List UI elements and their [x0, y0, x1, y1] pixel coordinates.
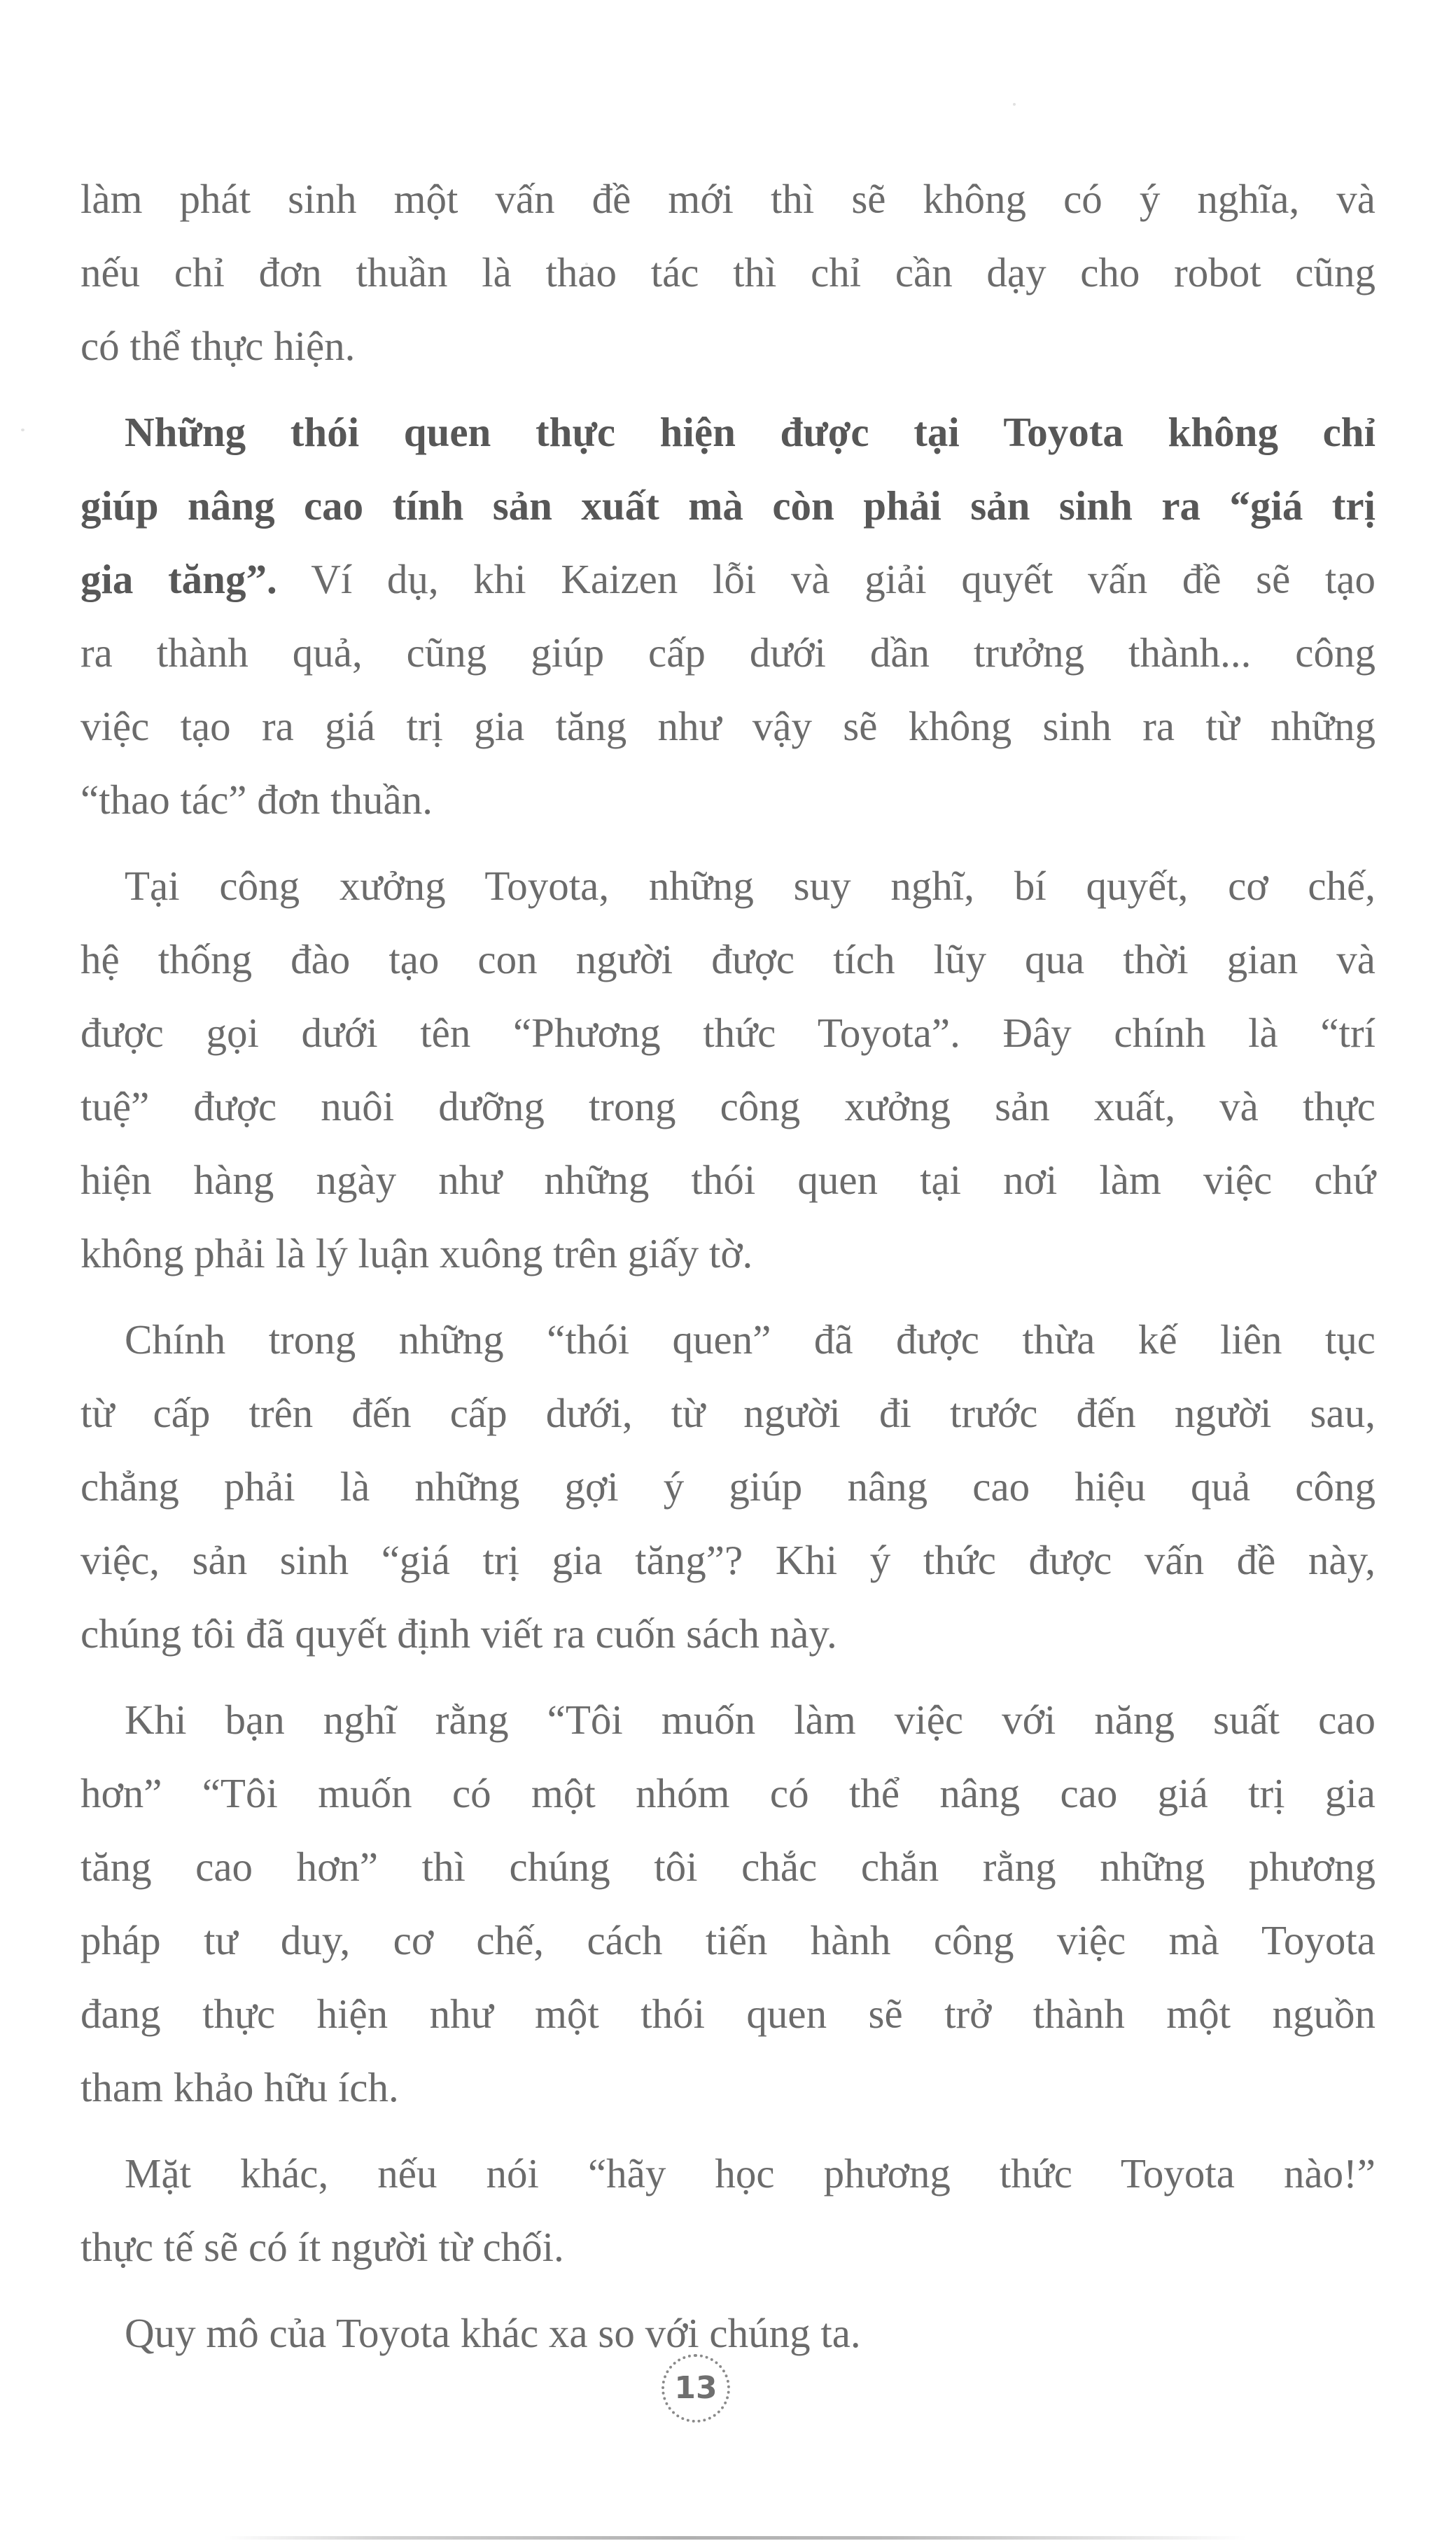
text-line [80, 396, 1376, 469]
page-number-badge [662, 2354, 730, 2423]
text-line [80, 469, 1376, 543]
text-segment: ra thành quả, cũng giúp cấp dưới dần trưởng thành... công [80, 629, 1376, 676]
text-segment: Ví dụ, khi Kaizen lỗi và giải quyết vấn đề sẽ tạo [276, 556, 1376, 602]
paragraph [80, 396, 1376, 837]
text-segment: Tại công xưởng Toyota, những suy nghĩ, bí quyết, cơ chế, [125, 863, 1376, 909]
text-segment: từ cấp trên đến cấp dưới, từ người đi trước đến người sau, [80, 1390, 1376, 1436]
text-segment: hiện hàng ngày như những thói quen tại nơi làm việc chứ [80, 1157, 1376, 1203]
text-segment: việc, sản sinh “giá trị gia tăng”? Khi ý thức được vấn đề này, [80, 1537, 1376, 1583]
text-segment: việc tạo ra giá trị gia tăng như vậy sẽ không sinh ra từ những [80, 703, 1376, 749]
paragraph [80, 2297, 1376, 2370]
paragraph [80, 162, 1376, 383]
text-line [80, 996, 1376, 1070]
text-line [80, 1977, 1376, 2051]
text-line [80, 923, 1376, 996]
text-segment: hệ thống đào tạo con người được tích lũy qua thời gian và [80, 936, 1376, 982]
text-line [80, 543, 1376, 616]
text-line [80, 849, 1376, 923]
text-line [80, 1524, 1376, 1597]
text-line [80, 1303, 1376, 1377]
text-line [80, 1070, 1376, 1143]
text-segment: gia tăng”. [80, 556, 277, 602]
text-line [80, 236, 1376, 309]
paragraph [80, 849, 1376, 1290]
scan-speck [1013, 103, 1016, 106]
text-line [80, 690, 1376, 763]
page-text [80, 162, 1376, 2383]
text-segment: không phải là lý luận xuông trên giấy tờ. [80, 1230, 753, 1276]
text-segment: tham khảo hữu ích. [80, 2064, 399, 2110]
text-line [80, 1377, 1376, 1450]
text-line [80, 1904, 1376, 1977]
text-segment: làm phát sinh một vấn đề mới thì sẽ không có ý nghĩa, và [80, 176, 1376, 222]
text-line [80, 1450, 1376, 1524]
text-segment: tuệ” được nuôi dưỡng trong công xưởng sản xuất, và thực [80, 1083, 1376, 1129]
text-line [80, 162, 1376, 236]
text-line [80, 1830, 1376, 1904]
text-line [80, 2297, 1376, 2370]
text-segment: thực tế sẽ có ít người từ chối. [80, 2224, 564, 2270]
text-line [80, 1217, 1376, 1290]
text-segment: Những thói quen thực hiện được tại Toyota không chỉ [125, 409, 1376, 455]
page-number: 13 [674, 2370, 718, 2406]
text-segment: đang thực hiện như một thói quen sẽ trở thành một nguồn [80, 1991, 1376, 2037]
scan-speck [585, 263, 588, 265]
paragraph [80, 2137, 1376, 2284]
text-line [80, 2137, 1376, 2211]
text-segment: giúp nâng cao tính sản xuất mà còn phải sản sinh ra “giá trị [80, 482, 1376, 529]
text-segment: hơn” “Tôi muốn có một nhóm có thể nâng cao giá trị gia [80, 1770, 1376, 1816]
text-segment: nếu chỉ đơn thuần là thao tác thì chỉ cần dạy cho robot cũng [80, 249, 1376, 295]
scan-speck [21, 429, 24, 431]
text-segment: chúng tôi đã quyết định viết ra cuốn sách này. [80, 1610, 837, 1657]
text-segment: có thể thực hiện. [80, 323, 356, 369]
text-line [80, 1757, 1376, 1830]
text-line [80, 309, 1376, 383]
text-line [80, 1597, 1376, 1671]
text-line [80, 1143, 1376, 1217]
scan-edge-shadow [224, 2536, 1246, 2540]
text-segment: pháp tư duy, cơ chế, cách tiến hành công việc mà Toyota [80, 1917, 1376, 1963]
text-segment: “thao tác” đơn thuần. [80, 777, 433, 823]
paragraph [80, 1303, 1376, 1671]
text-segment: Chính trong những “thói quen” đã được thừa kế liên tục [125, 1316, 1376, 1363]
text-segment: tăng cao hơn” thì chúng tôi chắc chắn rằng những phương [80, 1844, 1376, 1890]
paragraph [80, 1683, 1376, 2124]
text-line [80, 1683, 1376, 1757]
text-line [80, 2051, 1376, 2124]
text-line [80, 763, 1376, 837]
text-segment: Mặt khác, nếu nói “hãy học phương thức Toyota nào!” [125, 2150, 1376, 2197]
text-segment: Khi bạn nghĩ rằng “Tôi muốn làm việc với năng suất cao [125, 1697, 1376, 1743]
text-segment: Quy mô của Toyota khác xa so với chúng ta. [125, 2310, 861, 2356]
text-segment: chẳng phải là những gợi ý giúp nâng cao hiệu quả công [80, 1463, 1376, 1510]
text-line [80, 2211, 1376, 2284]
text-segment: được gọi dưới tên “Phương thức Toyota”. Đây chính là “trí [80, 1010, 1376, 1056]
text-line [80, 616, 1376, 690]
